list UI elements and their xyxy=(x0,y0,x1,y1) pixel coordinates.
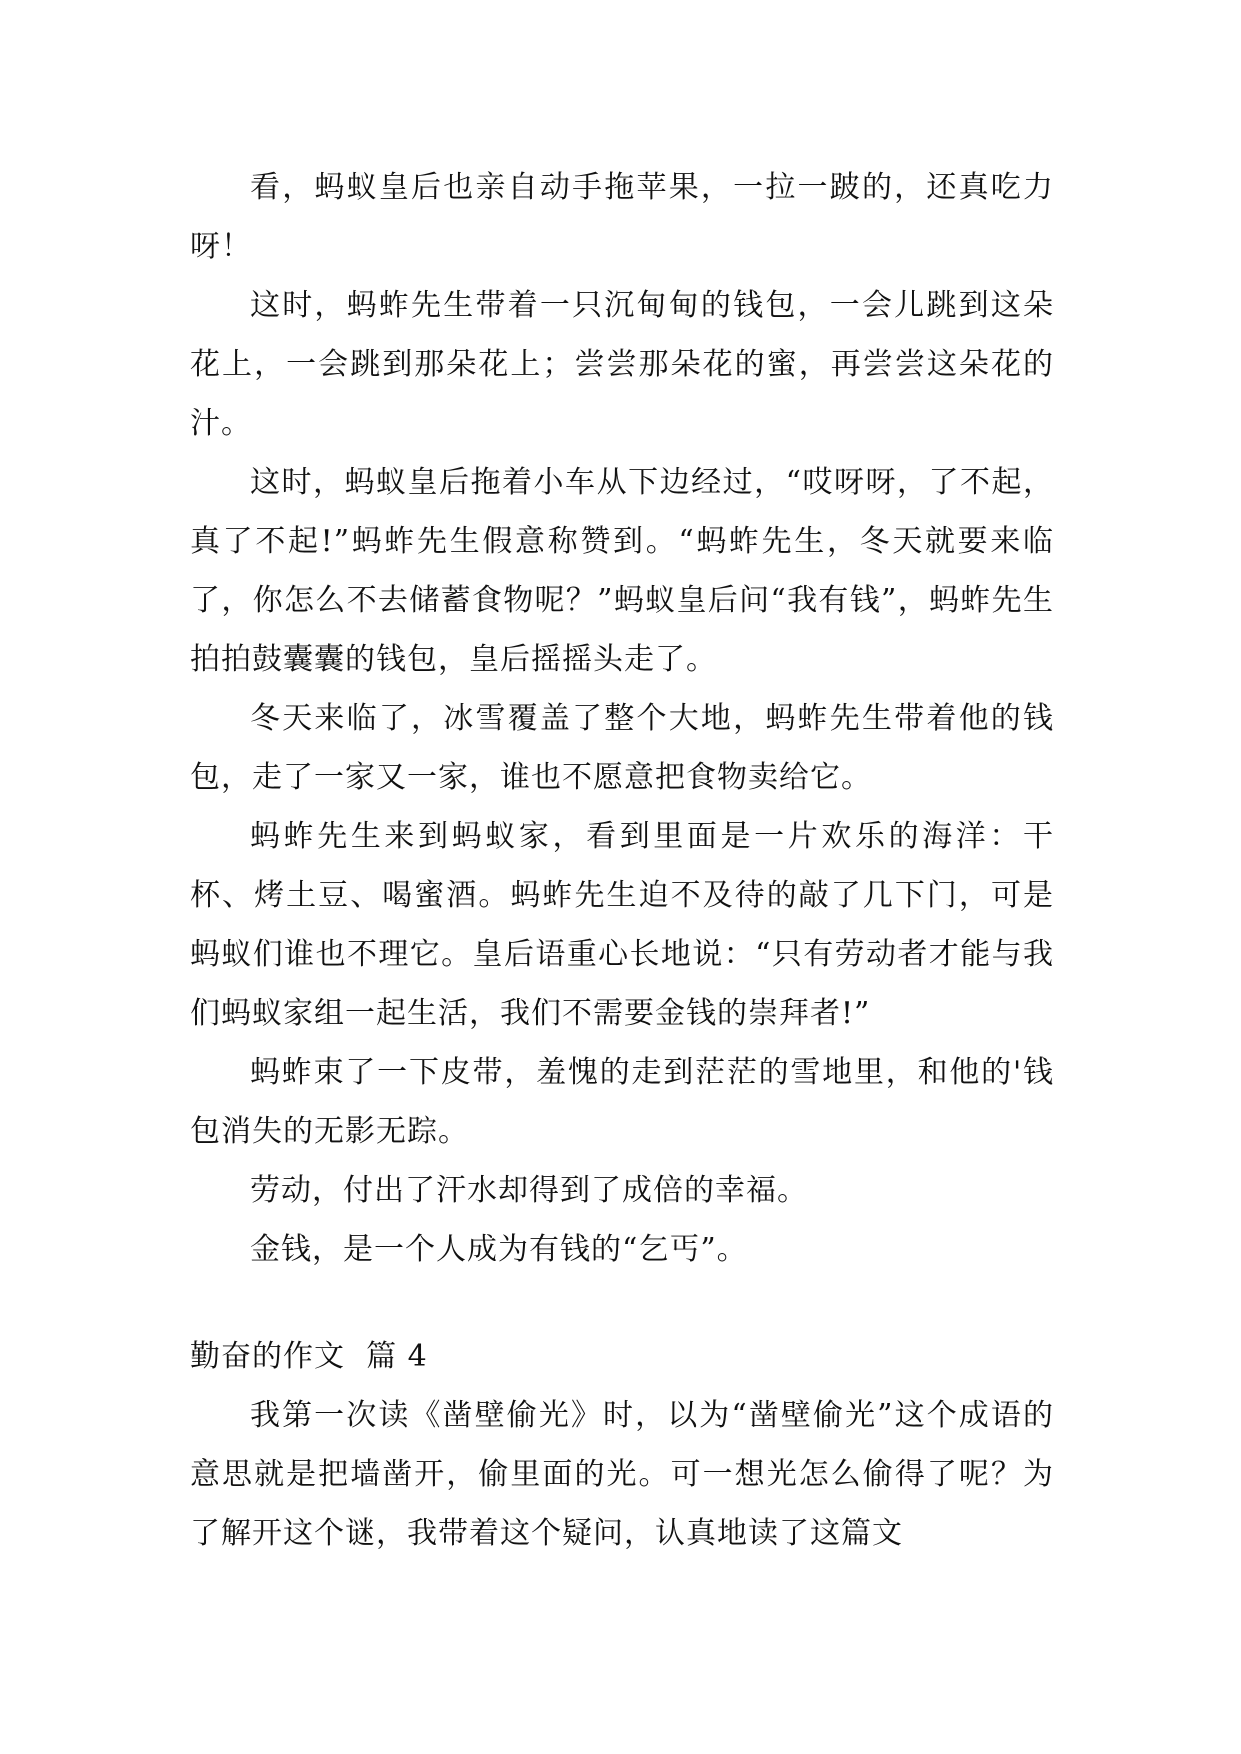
paragraph: 蚂蚱束了一下皮带，羞愧的走到茫茫的雪地里，和他的'钱包消失的无影无踪。 xyxy=(190,1055,1054,1149)
paragraph: 这时，蚂蚱先生带着一只沉甸甸的钱包，一会儿跳到这朵花上，一会跳到那朵花上；尝尝那朵花的蜜，再尝尝这朵花的汁。 xyxy=(190,288,1054,441)
paragraph: 看，蚂蚁皇后也亲自动手拖苹果，一拉一跛的，还真吃力呀！ xyxy=(190,170,1054,264)
paragraph: 冬天来临了，冰雪覆盖了整个大地，蚂蚱先生带着他的钱包，走了一家又一家，谁也不愿意把食物卖给它。 xyxy=(190,701,1054,795)
paragraph: 这时，蚂蚁皇后拖着小车从下边经过，“哎呀呀，了不起，真了不起!”蚂蚱先生假意称赞到。“蚂蚱先生，冬天就要来临了，你怎么不去储蓄食物呢？”蚂蚁皇后问“我有钱”，蚂蚱先生拍拍鼓囊囊的钱包，皇后摇摇头走了。 xyxy=(190,465,1054,677)
paragraph: 我第一次读《凿壁偷光》时，以为“凿壁偷光”这个成语的意思就是把墙凿开，偷里面的光。可一想光怎么偷得了呢？为了解开这个谜，我带着这个疑问，认真地读了这篇文 xyxy=(190,1398,1054,1551)
document-body xyxy=(190,158,1054,1563)
paragraph: 劳动，付出了汗水却得到了成倍的幸福。 xyxy=(250,1173,808,1208)
paragraph: 蚂蚱先生来到蚂蚁家，看到里面是一片欢乐的海洋：干杯、烤土豆、喝蜜酒。蚂蚱先生迫不及待的敲了几下门，可是蚂蚁们谁也不理它。皇后语重心长地说：“只有劳动者才能与我们蚂蚁家组一起生活，我们不需要金钱的崇拜者!” xyxy=(190,819,1054,1031)
paragraph: 金钱，是一个人成为有钱的“乞丐”。 xyxy=(250,1232,748,1267)
section-title: 勤奋的作文 篇 4 xyxy=(190,1339,428,1374)
